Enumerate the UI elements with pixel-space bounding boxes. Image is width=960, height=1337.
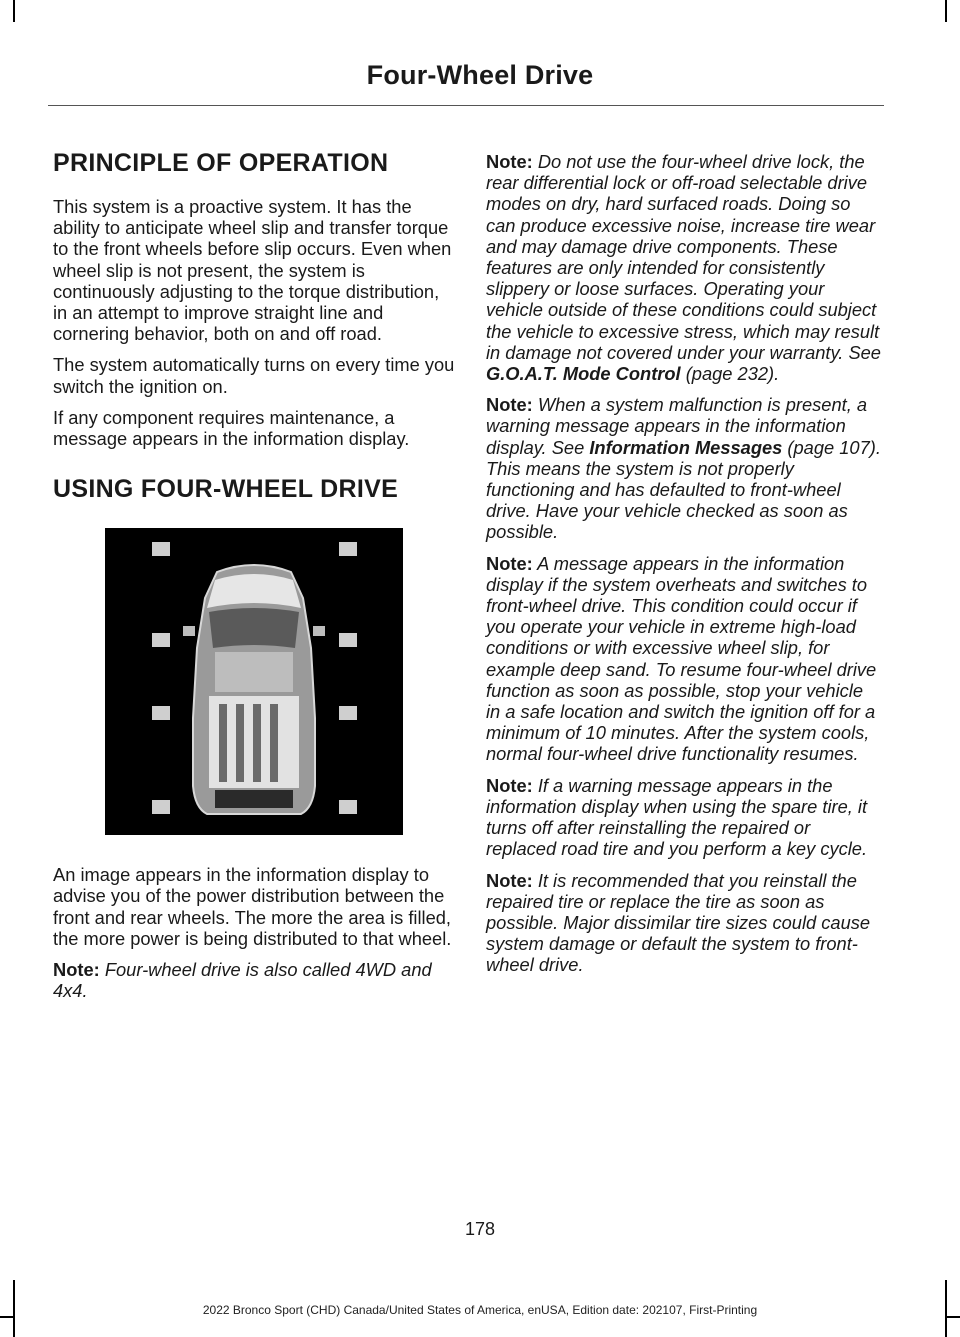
note-text: (page 232). [680,363,780,385]
paragraph: The system automatically turns on every time you switch the ignition on. [53,354,455,397]
wheel-indicator-rear-left-lower [152,800,170,814]
note-label: Note: [53,959,100,981]
wheel-indicator-front-right-upper [339,542,357,556]
wheel-indicator-front-left [152,633,170,647]
four-wheel-drive-display-image [105,528,403,835]
page-footer: 2022 Bronco Sport (CHD) Canada/United States of America, enUSA, Edition date: 202107, First-Printing [202,1303,758,1317]
note-text: Four-wheel drive is also called 4WD and 4x4. [53,959,432,1002]
note [53,959,458,1001]
note [486,775,881,860]
wheel-indicator-front-right [339,633,357,647]
crop-mark-top-right-v [945,0,947,22]
section-heading-using-4wd: USING FOUR-WHEEL DRIVE [53,475,399,504]
crop-mark-top-left-v [13,0,15,22]
wheel-indicator-front-left-upper [152,542,170,556]
note-label: Note: [486,774,533,796]
paragraph: If any component requires maintenance, a message appears in the information display. [53,406,410,450]
note [486,151,881,384]
page-number: 178 [464,1219,496,1239]
header-divider [48,105,884,106]
note [486,870,881,976]
cross-reference-link[interactable]: G.O.A.T. Mode Control [486,363,681,385]
note [486,394,881,542]
vehicle-top-view-icon [183,565,325,814]
note-text: (page 107). This means the system is not properly functioning and has defaulted to front-wheel drive. Have your vehicle checked as soon as possible. [486,436,881,543]
note-label: Note: [486,151,533,172]
note-label: Note: [486,394,533,416]
wheel-indicator-rear-left [152,706,170,720]
page-header-title: Four-Wheel Drive [366,60,594,90]
note-text: When a system malfunction is present, a warning message appears in the information display. See [486,394,868,458]
wheel-indicator-rear-right-lower [339,800,357,814]
right-column [486,151,881,986]
left-column [53,148,458,1011]
note-text: If a warning message appears in the information display when using the spare tire, it turns off after reinstalling the repaired or replaced road tire and you perform a key cycle. [486,774,868,860]
paragraph: An image appears in the information display to advise you of the power distribution between the front and rear wheels. The more the area is filled, the more power is being distributed to that wheel. [53,864,452,949]
wheel-indicator-rear-right [339,706,357,720]
note-label: Note: [486,869,533,891]
note-text: Do not use the four-wheel drive lock, the rear differential lock or off-road selectable drive modes on dry, hard surfaced roads. Doing so can produce excessive noise, increase tire wear and may damage drive components. These features are only intended for consistently slippery or loose surfaces. Operating your vehicle outside of these conditions could subject the vehicle to excessive stress, which may result in damage not covered under your warranty. See [486,151,881,363]
note-label: Note: [486,552,533,574]
cross-reference-link[interactable]: Information Messages [589,436,783,458]
note [486,553,881,765]
note-text: It is recommended that you reinstall the repaired tire or replace the tire as soon as possible. Major dissimilar tire sizes could cause system damage or default the system to front-wheel drive. [486,869,871,976]
paragraph: This system is a proactive system. It has the ability to anticipate wheel slip and transfer torque to the front wheels before slip occurs. Even when wheel slip is not present, the system is continuously adjusting to the torque distribution, in an attempt to improve straight line and cornering behavior, both on and off road. [53,196,452,345]
note-text: A message appears in the information display if the system overheats and switches to front-wheel drive. This condition could occur if you operate your vehicle in extreme high-load conditions or with excessive wheel slip, for example deep sand. To resume four-wheel drive function as soon as possible, stop your vehicle in a safe location and switch the ignition off for a minimum of 10 minutes. After the system cools, normal four-wheel drive functionality resumes. [486,552,877,765]
section-heading-principle: PRINCIPLE OF OPERATION [53,149,389,177]
